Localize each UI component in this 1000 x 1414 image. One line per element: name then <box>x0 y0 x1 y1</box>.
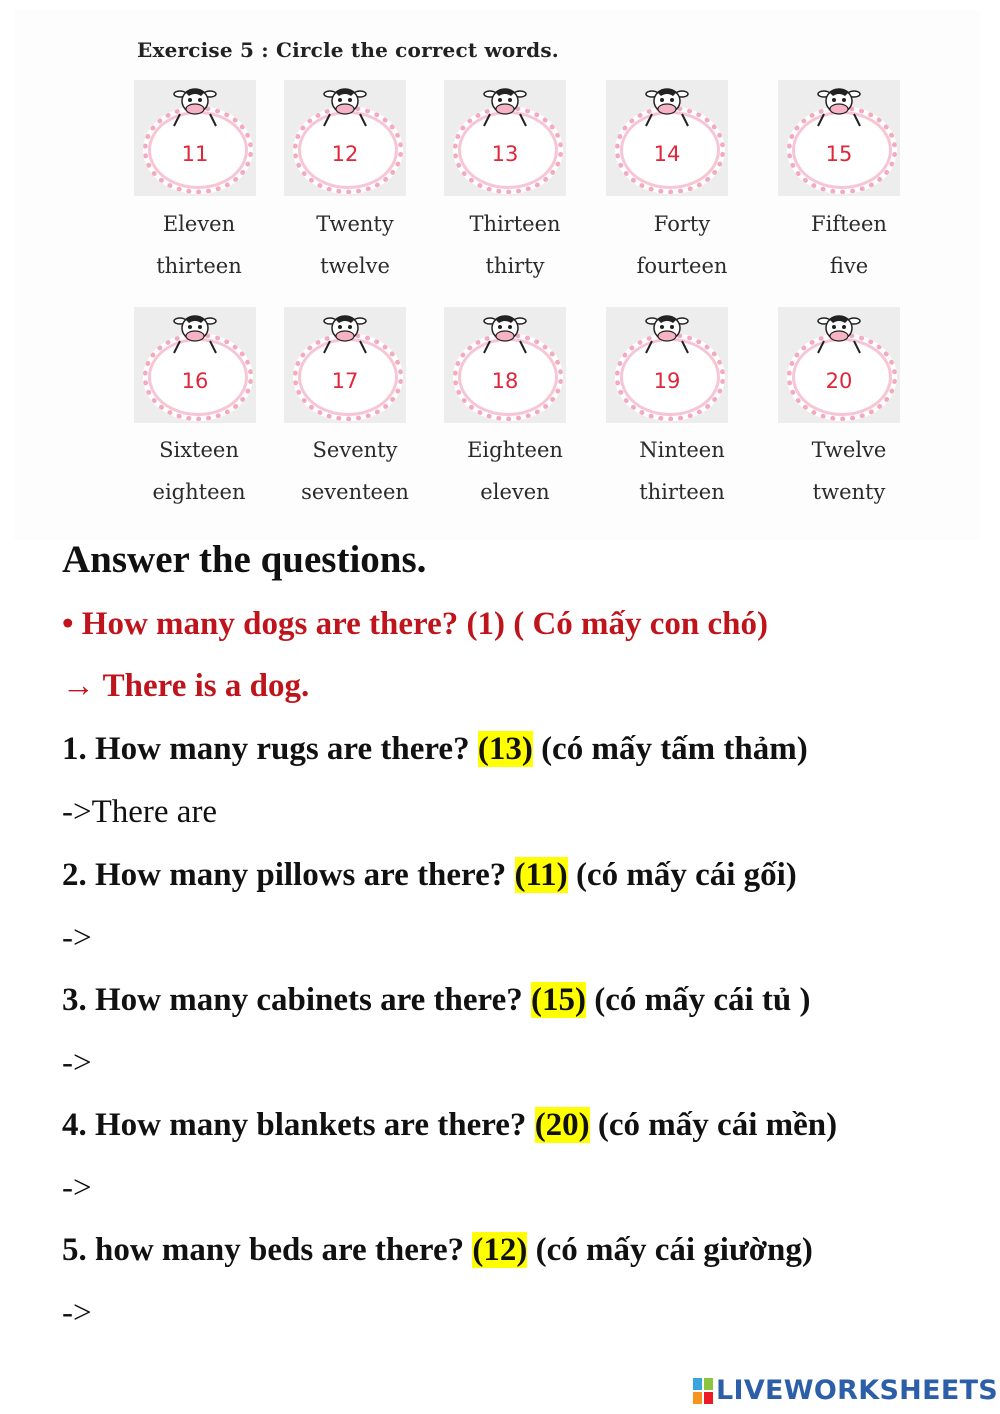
number-card <box>778 80 900 196</box>
question-number: (15) <box>530 982 586 1018</box>
question-text: 1. How many rugs are there? <box>62 731 478 767</box>
word-option[interactable]: thirteen <box>156 254 242 278</box>
cow-icon <box>168 84 222 128</box>
cow-icon <box>168 311 222 355</box>
word-option[interactable]: Forty <box>653 212 711 236</box>
answer-field-4[interactable]: -> <box>62 1170 92 1206</box>
question-2 <box>62 857 797 894</box>
number-card <box>284 80 406 196</box>
number-label: 15 <box>825 142 853 166</box>
question-text: 2. How many pillows are there? <box>62 857 515 893</box>
cow-icon <box>640 311 694 355</box>
word-option[interactable]: thirty <box>485 254 545 278</box>
word-option[interactable]: Twelve <box>811 438 887 462</box>
cow-icon <box>478 84 532 128</box>
word-option[interactable]: twelve <box>320 254 390 278</box>
number-card <box>606 80 728 196</box>
exercise-title: Exercise 5 : Circle the correct words. <box>137 38 559 62</box>
number-label: 12 <box>331 142 359 166</box>
number-card <box>444 307 566 423</box>
word-option[interactable]: twenty <box>812 480 886 504</box>
word-option[interactable]: Thirteen <box>469 212 561 236</box>
cow-icon <box>812 84 866 128</box>
word-option[interactable]: seventeen <box>301 480 409 504</box>
number-card <box>606 307 728 423</box>
word-option[interactable]: eleven <box>480 480 550 504</box>
question-translation: (có mấy tấm thảm) <box>532 731 808 767</box>
word-option[interactable]: Fifteen <box>811 212 887 236</box>
question-translation: (có mấy cái tủ ) <box>585 982 811 1018</box>
section-heading: Answer the questions. <box>62 538 427 581</box>
example-question: • How many dogs are there? (1) ( Có mấy con chó) <box>62 606 769 642</box>
cow-icon <box>478 311 532 355</box>
liveworksheets-logo <box>693 1375 998 1406</box>
question-1 <box>62 731 808 768</box>
number-label: 20 <box>825 369 853 393</box>
number-label: 17 <box>331 369 359 393</box>
question-3 <box>62 982 811 1019</box>
number-card <box>778 307 900 423</box>
answer-field-1[interactable]: ->There are <box>62 794 218 830</box>
question-translation: (có mấy cái giường) <box>527 1232 813 1268</box>
word-option[interactable]: Eighteen <box>467 438 563 462</box>
cow-icon <box>318 84 372 128</box>
number-label: 16 <box>181 369 209 393</box>
word-option[interactable]: Sixteen <box>159 438 239 462</box>
word-option[interactable]: thirteen <box>639 480 725 504</box>
question-4 <box>62 1107 837 1144</box>
question-number: (13) <box>477 731 533 767</box>
question-text: 5. how many beds are there? <box>62 1232 473 1268</box>
word-option[interactable]: eighteen <box>152 480 246 504</box>
word-option[interactable]: Seventy <box>312 438 398 462</box>
number-card <box>134 80 256 196</box>
number-card <box>134 307 256 423</box>
question-number: (12) <box>472 1232 528 1268</box>
cow-icon <box>640 84 694 128</box>
cow-icon <box>812 311 866 355</box>
question-number: (20) <box>534 1107 590 1143</box>
word-option[interactable]: five <box>829 254 869 278</box>
cow-icon <box>318 311 372 355</box>
word-option[interactable]: Twenty <box>316 212 394 236</box>
number-label: 13 <box>491 142 519 166</box>
answer-field-3[interactable]: -> <box>62 1045 92 1081</box>
example-answer: → There is a dog. <box>62 668 310 704</box>
number-card <box>444 80 566 196</box>
number-label: 19 <box>653 369 681 393</box>
number-label: 18 <box>491 369 519 393</box>
answer-field-5[interactable]: -> <box>62 1295 92 1331</box>
word-option[interactable]: Eleven <box>162 212 236 236</box>
question-text: 3. How many cabinets are there? <box>62 982 531 1018</box>
number-label: 14 <box>653 142 681 166</box>
answer-field-2[interactable]: -> <box>62 920 92 956</box>
word-option[interactable]: Ninteen <box>639 438 725 462</box>
number-label: 11 <box>181 142 209 166</box>
question-number: (11) <box>514 857 568 893</box>
question-text: 4. How many blankets are there? <box>62 1107 535 1143</box>
question-translation: (có mấy cái gối) <box>567 857 797 893</box>
number-card <box>284 307 406 423</box>
word-option[interactable]: fourteen <box>636 254 728 278</box>
liveworksheets-logo-icon <box>693 1378 713 1404</box>
question-5 <box>62 1232 813 1269</box>
question-translation: (có mấy cái mền) <box>589 1107 838 1143</box>
logo-text: LIVEWORKSHEETS <box>716 1375 999 1406</box>
